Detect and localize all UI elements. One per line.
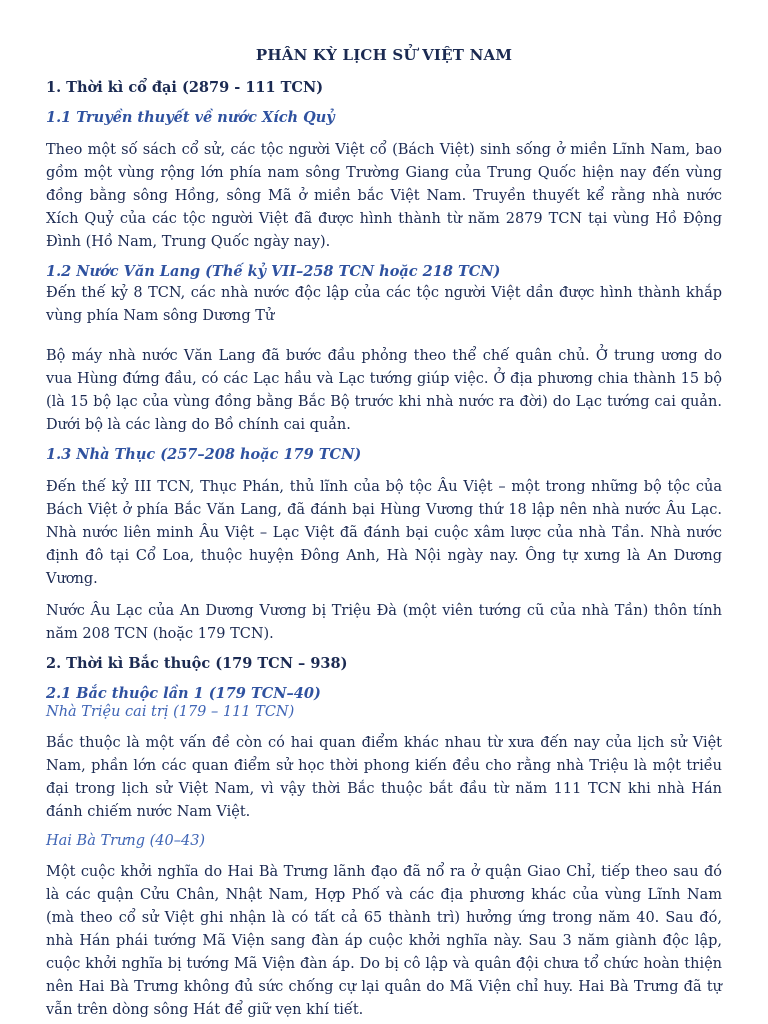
section-1-1-heading: 1.1 Truyền thuyết về nước Xích Quỷ — [46, 109, 335, 126]
section-1-2-paragraph-1: Đến thế kỷ 8 TCN, các nhà nước độc lập của các tộc người Việt dần được hình thành khắp vùng phía Nam sông Dương Tử — [46, 285, 722, 324]
section-1-3-paragraph-1: Đến thế kỷ III TCN, Thục Phán, thủ lĩnh của bộ tộc Âu Việt – một trong những bộ tộc của Bách Việt ở phía Bắc Văn Lang, đã đánh bại Hùng Vương thứ 18 lập nên nhà nước Âu Lạc. Nhà nước liên minh Âu Việt – Lạc Việt đã đánh bại cuộc xâm lược của nhà Tần. Nhà nước định đô tại Cổ Loa, thuộc huyện Đông Anh, Hà Nội ngày nay. Ông tự xưng là An Dương Vương. — [46, 479, 722, 587]
section-2-heading: 2. Thời kì Bắc thuộc (179 TCN – 938) — [46, 655, 348, 672]
section-1-2-heading: 1.2 Nước Văn Lang (Thế kỷ VII–258 TCN hoặc 218 TCN) — [46, 263, 501, 280]
subsection-hai-ba-trung-heading: Hai Bà Trưng (40–43) — [46, 833, 206, 849]
section-1-3-paragraph-2: Nước Âu Lạc của An Dương Vương bị Triệu Đà (một viên tướng cũ của nhà Tần) thôn tính năm 208 TCN (hoặc 179 TCN). — [46, 603, 722, 642]
section-1-heading: 1. Thời kì cổ đại (2879 - 111 TCN) — [46, 79, 324, 96]
section-2-1-heading: 2.1 Bắc thuộc lần 1 (179 TCN–40) — [46, 685, 321, 702]
section-1-3-heading: 1.3 Nhà Thục (257–208 hoặc 179 TCN) — [46, 446, 362, 463]
subsection-trieu-heading: Nhà Triệu cai trị (179 – 111 TCN) — [46, 704, 295, 720]
subsection-hai-ba-trung-paragraph: Một cuộc khởi nghĩa do Hai Bà Trưng lãnh đạo đã nổ ra ở quận Giao Chỉ, tiếp theo sau đó là các quận Cửu Chân, Nhật Nam, Hợp Phố và các địa phương khác của vùng Lĩnh Nam (mà theo cổ sử Việt ghi nhận là có tất cả 65 thành trì) hưởng ứng trong năm 40. Sau đó, nhà Hán phái tướng Mã Viện sang đàn áp cuộc khởi nghĩa này. Sau 3 năm giành độc lập, cuộc khởi nghĩa bị tướng Mã Viện đàn áp. Do bị cô lập và quân đội chưa tổ chức hoàn thiện nên Hai Bà Trưng không đủ sức chống cự lại quân do Mã Viện chỉ huy. Hai Bà Trưng đã tự vẫn trên dòng sông Hát để giữ vẹn khí tiết. — [46, 864, 722, 1018]
document-title: PHÂN KỲ LỊCH SỬ VIỆT NAM — [255, 46, 513, 64]
subsection-trieu-paragraph: Bắc thuộc là một vấn đề còn có hai quan điểm khác nhau từ xưa đến nay của lịch sử Việt Nam, phần lớn các quan điểm sử học thời phong kiến đều cho rằng nhà Triệu là một triều đại trong lịch sử Việt Nam, vì vậy thời Bắc thuộc bắt đầu từ năm 111 TCN khi nhà Hán đánh chiếm nước Nam Việt. — [46, 735, 722, 820]
section-1-2-paragraph-2: Bộ máy nhà nước Văn Lang đã bước đầu phỏng theo thể chế quân chủ. Ở trung ương do vua Hùng đứng đầu, có các Lạc hầu và Lạc tướng giúp việc. Ở địa phương chia thành 15 bộ (là 15 bộ lạc của vùng đồng bằng Bắc Bộ trước khi nhà nước ra đời) do Lạc tướng cai quản. Dưới bộ là các làng do Bồ chính cai quản. — [46, 348, 722, 433]
section-1-1-paragraph: Theo một số sách cổ sử, các tộc người Việt cổ (Bách Việt) sinh sống ở miền Lĩnh Nam, bao gồm một vùng rộng lớn phía nam sông Trường Giang của Trung Quốc hiện nay đến vùng đồng bằng sông Hồng, sông Mã ở miền bắc Việt Nam. Truyền thuyết kể rằng nhà nước Xích Quỷ của các tộc người Việt đã được hình thành từ năm 2879 TCN tại vùng Hồ Động Đình (Hồ Nam, Trung Quốc ngày nay). — [46, 142, 722, 250]
